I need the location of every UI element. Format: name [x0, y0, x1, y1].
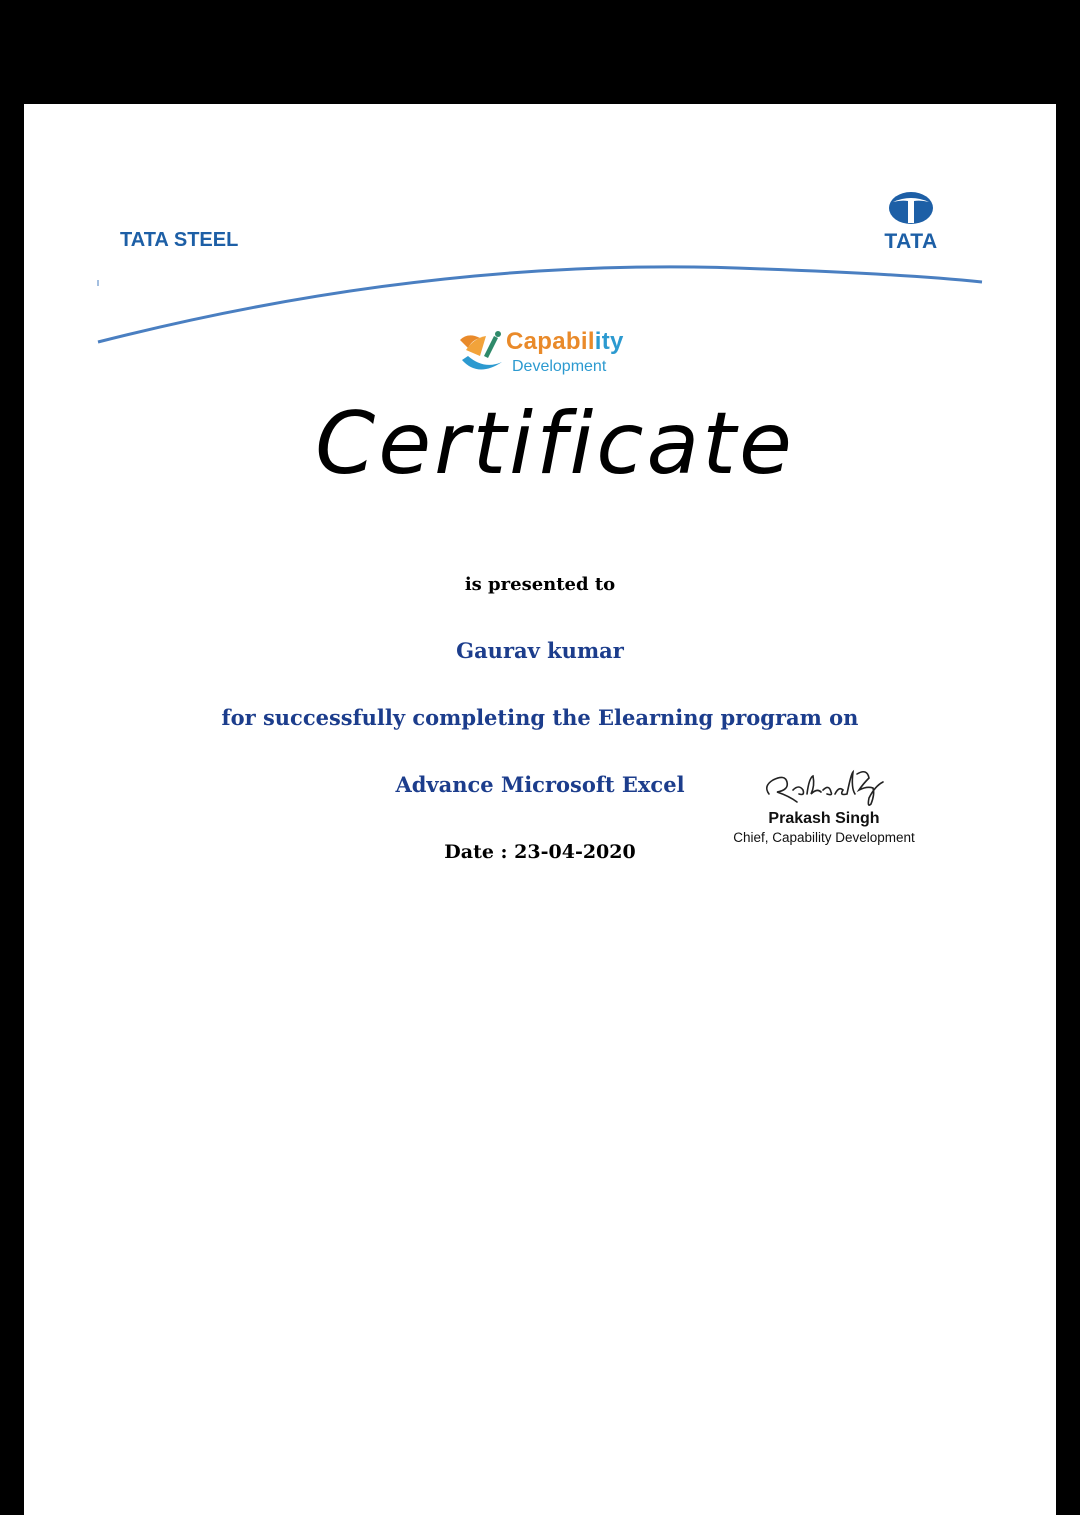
- tata-steel-logo: [120, 229, 238, 252]
- capability-word: [506, 328, 624, 356]
- capability-development-logo: [458, 322, 638, 382]
- signature-block: [724, 764, 924, 845]
- handwritten-signature: [759, 764, 889, 810]
- capability-word-main: Capabil: [506, 328, 595, 355]
- development-word: Development: [512, 358, 607, 375]
- tata-word: TATA: [884, 230, 938, 253]
- tata-steel-part2: STEEL: [173, 229, 239, 251]
- certificate-title: Certificate: [315, 394, 795, 494]
- purpose-text: for successfully completing the Elearning program on: [221, 705, 859, 730]
- capability-swoosh-icon: [458, 326, 508, 380]
- tata-emblem-icon: [887, 190, 935, 226]
- capability-word-tail: ity: [594, 328, 624, 355]
- certificate-page: [24, 104, 1056, 1515]
- course-name: Advance Microsoft Excel: [395, 772, 685, 797]
- tata-group-logo: [876, 190, 946, 254]
- signatory-role: Chief, Capability Development: [733, 830, 915, 845]
- signatory-name: Prakash Singh: [768, 810, 880, 827]
- presented-to-text: is presented to: [464, 574, 616, 595]
- tata-steel-part1: TATA: [120, 229, 169, 251]
- issue-date: Date : 23-04-2020: [444, 841, 636, 863]
- recipient-name: Gaurav kumar: [456, 638, 624, 663]
